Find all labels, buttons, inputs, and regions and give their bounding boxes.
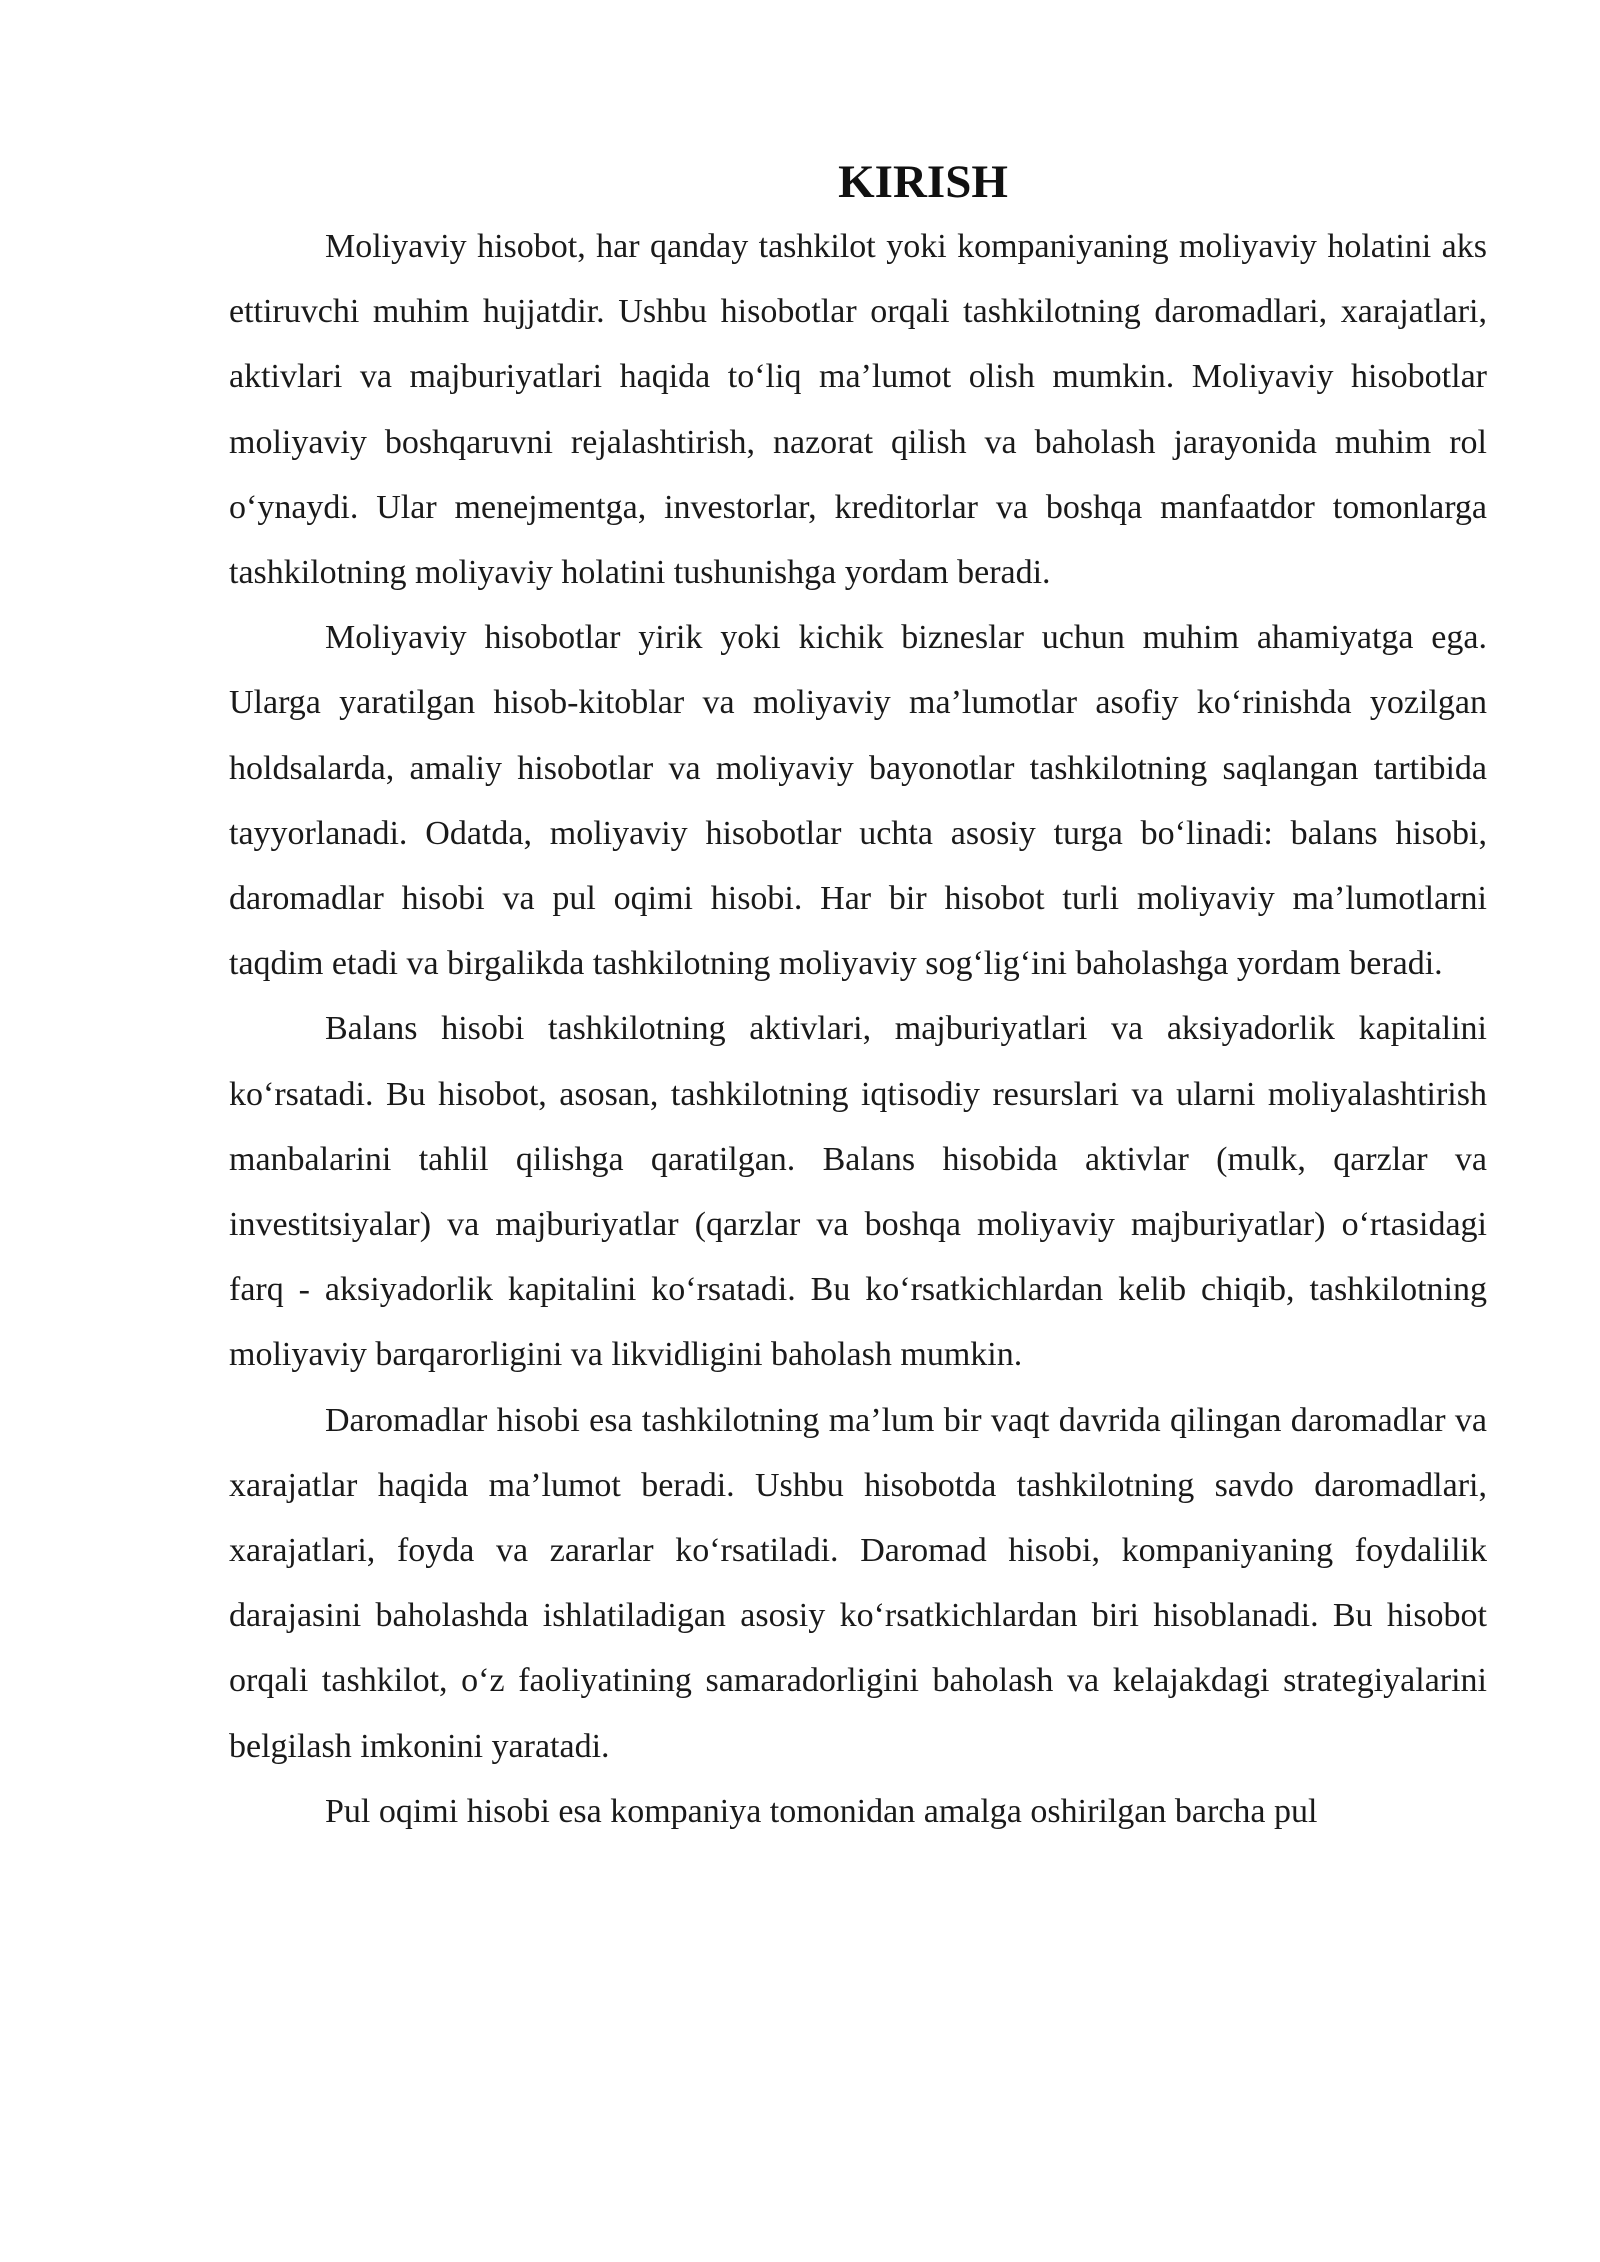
paragraph-cash-flow: Pul oqimi hisobi esa kompaniya tomonidan amalga oshirilgan barcha pul — [325, 1792, 1318, 1830]
page-title: KIRISH — [838, 156, 1008, 208]
paragraph-report-types: Moliyaviy hisobotlar yirik yoki kichik bizneslar uchun muhim ahamiyatga ega. Ularga yaratilgan hisob-kitoblar va moliyaviy ma’lumotlar asofiy ko‘rinishda yozilgan holdsalarda, amaliy hisobotlar va moliyaviy bayonotlar tashkilotning saqlangan tartibida tayyorlanadi. Odatda, moliyaviy hisobotlar uchta asosiy turga bo‘linadi: balans hisobi, daromadlar hisobi va pul oqimi hisobi. Har bir hisobot turli moliyaviy ma’lumotlarni taqdim etadi va birgalikda tashkilotning moliyaviy sog‘lig‘ini baholashga yordam beradi. — [229, 619, 1487, 983]
paragraph-balance-sheet: Balans hisobi tashkilotning aktivlari, majburiyatlari va aksiyadorlik kapitalini ko‘rsatadi. Bu hisobot, asosan, tashkilotning iqtisodiy resurslari va ularni moliyalashtirish manbalarini tahlil qilishga qaratilgan. Balans hisobida aktivlar (mulk, qarzlar va investitsiyalar) va majburiyatlar (qarzlar va boshqa moliyaviy majburiyatlar) o‘rtasidagi farq - aksiyadorlik kapitalini ko‘rsatadi. Bu ko‘rsatkichlardan kelib chiqib, tashkilotning moliyaviy barqarorligini va likvidligini baholash mumkin. — [229, 1010, 1487, 1374]
paragraph-income-statement: Daromadlar hisobi esa tashkilotning ma’lum bir vaqt davrida qilingan daromadlar va xarajatlar haqida ma’lumot beradi. Ushbu hisobotda tashkilotning savdo daromadlari, xarajatlari, foyda va zararlar ko‘rsatiladi. Daromad hisobi, kompaniyaning foydalilik darajasini baholashda ishlatiladigan asosiy ko‘rsatkichlardan biri hisoblanadi. Bu hisobot orqali tashkilot, o‘z faoliyatining samaradorligini baholash va kelajakdagi strategiyalarini belgilash imkonini yaratadi. — [229, 1401, 1487, 1765]
document-body — [229, 150, 1487, 1844]
paragraph-intro: Moliyaviy hisobot, har qanday tashkilot yoki kompaniyaning moliyaviy holatini aks ettiruvchi muhim hujjatdir. Ushbu hisobotlar orqali tashkilotning daromadlari, xarajatlari, aktivlari va majburiyatlari haqida to‘liq ma’lumot olish mumkin. Moliyaviy hisobotlar moliyaviy boshqaruvni rejalashtirish, nazorat qilish va baholash jarayonida muhim rol o‘ynaydi. Ular menejmentga, investorlar, kreditorlar va boshqa manfaatdor tomonlarga tashkilotning moliyaviy holatini tushunishga yordam beradi. — [229, 228, 1487, 592]
